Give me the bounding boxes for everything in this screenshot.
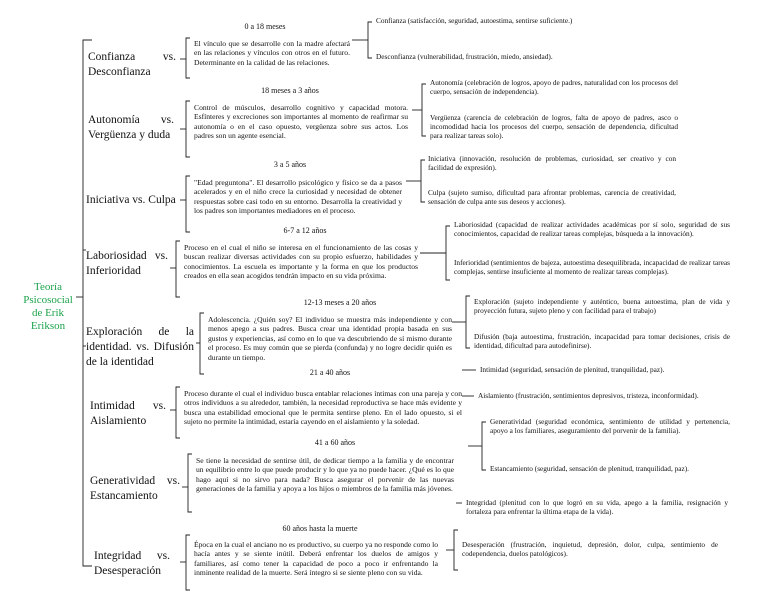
- stage-name: Integridad vs. Desesperación: [94, 550, 170, 577]
- root-title-line: Teoría: [34, 281, 62, 293]
- stage-outcome: Iniciativa (innovación, resolución de problemas, curiosidad, ser creativo y con facilidad de expresión).: [428, 154, 676, 173]
- root-title-line: Psicosocial: [23, 294, 73, 306]
- stage-description: "Edad preguntona". El desarrollo psicológico y físico se da a pasos acelerados y en el niño crece la curiosidad y necesidad de obtener respuestas sobre casi todo en su entorno. Desarrolla la creatividad y los padres son importantes mediadores en el proceso.: [194, 178, 402, 216]
- stage-outcome: Intimidad (seguridad, sensación de plenitud, tranquilidad, paz).: [480, 365, 665, 374]
- stage-name: Intimidad vs. Aislamiento: [90, 400, 166, 427]
- age-range: 3 a 5 años: [273, 160, 307, 169]
- stage-outcome: Desesperación (frustración, inquietud, depresión, dolor, culpa, sentimiento de codependencia, duelos patológicos).: [462, 540, 718, 559]
- stage-description: El vínculo que se desarrolle con la madre afectará en las relaciones y vínculos con otros en el futuro. Determinante en la calidad de las relaciones.: [194, 39, 350, 67]
- stage-outcome: Vergüenza (carencia de celebración de logros, falta de apoyo de padres, asco o incomodidad hacia los procesos del cuerpo, sensación de dependencia, dificultad para realizar tareas solo).: [430, 113, 678, 141]
- stage-description: Control de músculos, desarrollo cognitivo y capacidad motora. Esfínteres y excreciones son importantes al momento de reafirmar su autonomía o en el caso opuesto, vergüenza sobre sus actos. Los padres son un agente esencial.: [194, 103, 408, 141]
- stage-name: Laboriosidad vs. Inferioridad: [86, 250, 168, 277]
- stage-description: Adolescencia. ¿Quién soy? El individuo se muestra más independiente y con menos apego a sus padres. Busca crear una identidad propia basada en sus gustos y experiencias, así como en lo que va descubriendo de sí mismo durante el proceso. Es muy común que se pierda (confunda) y no logre decidir quién es durante un tiempo.: [208, 315, 452, 362]
- stage-outcome: Autonomía (celebración de logros, apoyo de padres, naturalidad con los procesos del cuerpo, sensación de independencia).: [430, 78, 678, 97]
- stage-outcome: Culpa (sujeto sumiso, dificultad para afrontar problemas, carencia de creatividad, sensación de culpa ante sus deseos y acciones).: [428, 188, 676, 207]
- stage-description: Se tiene la necesidad de sentirse útil, de dedicar tiempo a la familia y de encontrar un equilibrio entre lo que puede producir y lo que ya no puede hacer. ¿Qué es lo que hago aquí si no sirvo para nada? Busca asegurar el porvenir de las nuevas generaciones de la familia y apoya a los hijos o miembros de la familia más jóvenes.: [196, 456, 454, 494]
- stage-outcome: Confianza (satisfacción, seguridad, autoestima, sentirse suficiente.): [376, 16, 573, 25]
- age-range: 6-7 a 12 años: [283, 226, 327, 235]
- stage-outcome: Difusión (baja autoestima, frustración, incapacidad para tomar decisiones, crisis de identidad, dificultad para autodefinirse).: [474, 332, 730, 351]
- stage-outcome: Aislamiento (frustración, sentimientos depresivos, tristeza, inconformidad).: [478, 391, 699, 400]
- age-range: 0 a 18 meses: [244, 22, 286, 31]
- root-title-line: Erikson: [30, 320, 66, 332]
- stage-outcome: Laboriosidad (capacidad de realizar actividades académicas por sí solo, seguridad de sus conocimientos, capacidad de realizar tareas complejas, búsqueda a la innovación).: [454, 220, 730, 239]
- stage-name: Exploración de la identidad. vs. Difusión de la identidad: [86, 326, 194, 368]
- stage-outcome: Integridad (plenitud con lo que logró en su vida, apego a la familia, resignación y fortaleza para enfrentar la última etapa de la vida).: [466, 498, 728, 517]
- stage-name: Iniciativa vs. Culpa: [86, 194, 176, 206]
- stage-description: Proceso en el cual el niño se interesa en el funcionamiento de las cosas y buscan realizar diversas actividades con su propio esfuerzo, habilidades y conocimientos. La escuela es importante y la forma en que los productos creados en ella sean acogidos tendrán impacto en su vida próxima.: [184, 243, 418, 281]
- stage-description: Proceso durante el cual el individuo busca entablar relaciones íntimas con una pareja y con otros individuos a su alrededor, también, la necesidad reproductiva se hace más evidente y busca una estabilidad emocional que le permita sentirse pleno. En el lado opuesto, si el sujeto no permite la intimidad, estaría cayendo en el aislamiento y la soledad.: [184, 389, 462, 427]
- stage-name: Autonomía vs. Vergüenza y duda: [88, 114, 174, 141]
- root-title: [20, 281, 76, 333]
- stage-name: Confianza vs. Desconfianza: [88, 51, 176, 78]
- stage-outcome: Generatividad (seguridad económica, sentimiento de utilidad y pertenencia, apoyo a los familiares, aseguramiento del porvenir de la familia).: [490, 417, 730, 436]
- age-range: 12-13 meses a 20 años: [303, 298, 377, 307]
- stage-outcome: Inferioridad (sentimientos de bajeza, autoestima desequilibrada, incapacidad de realizar tareas complejas, sentirse insuficiente al momento de realizar tareas complejas).: [454, 258, 730, 277]
- age-range: 60 años hasta la muerte: [282, 524, 358, 533]
- stage-outcome: Exploración (sujeto independiente y auténtico, buena autoestima, plan de vida y proyección futura, sujeto pleno y con facilidad para el trabajo): [474, 297, 730, 316]
- age-range: 21 a 40 años: [309, 368, 351, 377]
- stage-name: Generatividad vs. Estancamiento: [90, 475, 180, 502]
- stage-outcome: Desconfianza (vulnerabilidad, frustración, miedo, ansiedad).: [376, 52, 553, 61]
- age-range: 41 a 60 años: [314, 438, 356, 447]
- stage-outcome: Estancamiento (seguridad, sensación de plenitud, tranquilidad, paz).: [490, 464, 689, 473]
- stage-description: Época en la cual el anciano no es productivo, su cuerpo ya no responde como lo hacía antes y se siente inútil. Deberá enfrentar los duelos de amigos y familiares, así como tener la capacidad de poco a poco ir enfrentando la inminente realidad de la muerte. Será íntegro si se siente pleno con su vida.: [194, 540, 438, 578]
- age-range: 18 meses a 3 años: [261, 86, 319, 95]
- root-title-line: de Erik: [31, 307, 65, 319]
